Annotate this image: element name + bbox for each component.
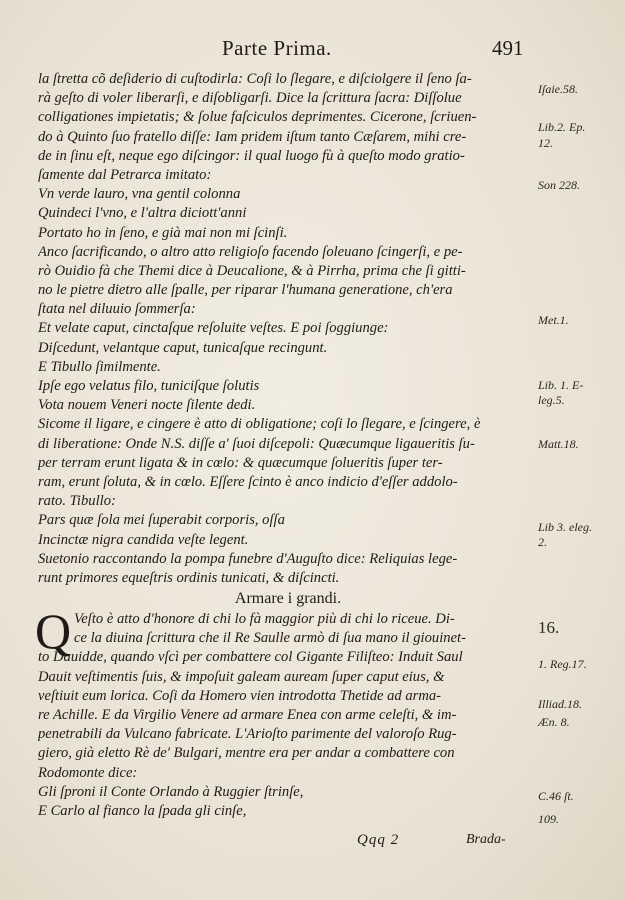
text-line: ce la diuina ſcrittura che il Re Saulle armò di ſua mano il giouinet-	[74, 630, 466, 647]
verse-line: Ipſe ego velatus filo, tuniciſque ſolutis	[38, 378, 260, 394]
margin-note: C.46 ſt.	[538, 789, 574, 803]
margin-note: Illiad.18.	[538, 697, 582, 711]
text-line: Rodomonte dice:	[38, 764, 138, 781]
verse-line: Diſcedunt, velantque caput, tunicaſque recingunt.	[38, 339, 328, 356]
verse-line: Et velate caput, cinctaſque reſoluite veſtes. E poi ſoggiunge:	[38, 320, 389, 337]
page-number: 491	[492, 36, 524, 60]
verse-line: Vn verde lauro, vna gentil colonna	[38, 186, 241, 203]
text-line: giero, già eletto Rè de' Bulgari, mentre era per andar a combattere con	[38, 745, 455, 762]
text-line: rato. Tibullo:	[38, 493, 116, 510]
margin-note: Lib.2. Ep.	[538, 120, 586, 134]
verse-line: Portato ho in ſeno, e già mai non mi ſcinſi.	[38, 224, 288, 241]
verse-line: E Carlo al fianco la ſpada gli cinſe,	[38, 802, 247, 819]
margin-note: Iſaie.58.	[538, 82, 578, 96]
text-line: la ſtretta cõ deſiderio di cuſtodirla: Coſi lo ſlegare, e diſciolgere il ſeno ſa-	[38, 71, 472, 87]
text-line: to Dauidde, quando vſcì per combattere col Gigante Filiſteo: Induit Saul	[38, 649, 463, 666]
text-line: E Tibullo ſimilmente.	[38, 358, 161, 375]
text-line: rà geſto di voler liberarſi, e diſobligarſi. Dice la ſcrittura ſacra: Diſſolue	[38, 90, 462, 107]
page-header	[0, 36, 625, 66]
text-line: veſtiuit eum lorica. Coſi da Homero vien introdotta Thetide ad arma-	[38, 687, 442, 704]
text-line: Dauit veſtimentis ſuis, & impoſuit galeam auream ſuper caput eius, &	[38, 668, 445, 685]
running-title: Parte Prima.	[222, 36, 332, 60]
text-line: Veſto è atto d'honore di chi lo fà maggior più di chi lo riceue. Di-	[74, 611, 455, 628]
section-heading: Armare i grandi.	[234, 590, 342, 608]
text-line: ram, erunt ſoluta, & in cœlo. Eſſere ſcinto è anco indicio d'eſſer addolo-	[38, 473, 458, 490]
text-line: do à Quinto ſuo fratello diſſe: Iam pridem iſtum tanto Cæſarem, mihi cre-	[38, 128, 467, 145]
margin-note: 1. Reg.17.	[538, 657, 587, 671]
text-line: ſamente dal Petrarca imitato:	[38, 166, 212, 183]
margin-note: 16.	[538, 618, 560, 637]
margin-note: Lib. 1. E-	[538, 378, 584, 392]
margin-note: 109.	[538, 812, 559, 826]
text-line: colligationes impietatis; & ſolue faſciculos deprimentes. Cicerone, ſcriuen-	[38, 109, 477, 126]
text-line: ſtata nel diluuio ſommerſa:	[38, 301, 196, 318]
main-text-block	[35, 70, 528, 821]
text-line: Sicome il ligare, e cingere è atto di obligatione; coſi lo ſlegare, e ſcingere, è	[38, 416, 481, 433]
margin-note: 2.	[538, 535, 547, 549]
verse-line: Vota nouem Veneri nocte ſilente dedi.	[38, 397, 256, 414]
verse-line: Pars quæ ſola mei ſuperabit corporis, oſſa	[38, 512, 285, 529]
margin-note: Lib 3. eleg.	[538, 520, 592, 534]
text-line: di liberatione: Onde N.S. diſſe a' ſuoi diſcepoli: Quæcumque ligaueritis ſu-	[38, 435, 475, 452]
text-line: penetrabili da Vulcano fabricate. L'Arioſto parimente del valoroſo Rug-	[38, 726, 457, 743]
margin-note: 12.	[538, 136, 553, 150]
margin-note: Met.1.	[538, 313, 569, 327]
verse-line: Quindeci l'vno, e l'altra diciott'anni	[38, 205, 247, 222]
margin-note: Æn. 8.	[538, 715, 570, 729]
signature-mark: Qqq 2	[357, 832, 400, 848]
text-line: re Achille. E da Virgilio Venere ad armare Enea con arme celeſti, & im-	[38, 707, 457, 723]
verse-line: Gli ſproni il Conte Orlando à Ruggier ſtrinſe,	[38, 783, 304, 800]
drop-cap: Q	[35, 603, 72, 660]
margin-note: Son 228.	[538, 178, 580, 192]
text-line: runt primores equeſtris ordinis tunicati, & diſcincti.	[38, 569, 340, 586]
text-line: Anco ſacrificando, o altro atto religioſo facendo ſoleuano ſcingerſi, e pe-	[38, 243, 463, 260]
text-line: rò Ouidio fà che Themi dice à Deucalione, & à Pirrha, prima che ſi gitti-	[38, 262, 466, 279]
section-paragraph	[35, 603, 528, 821]
verse-line: Incinctæ nigra candida veſte legent.	[38, 531, 249, 548]
text-line: per terram erunt ligata & in cœlo: & quæcumque ſolueritis ſuper ter-	[38, 454, 443, 471]
page-footer	[0, 832, 625, 856]
margin-note: Matt.18.	[538, 437, 579, 451]
text-line: no le pietre dietro alle ſpalle, per riparar l'humana generatione, ch'era	[38, 282, 453, 299]
catchword: Brada-	[466, 832, 506, 847]
text-line: de in ſinu eſt, neque ego diſcingor: il qual luogo fù à queſto modo gratio-	[38, 147, 465, 164]
text-line: Suetonio raccontando la pompa funebre d'Auguſto dice: Reliquias lege-	[38, 550, 458, 567]
margin-note: leg.5.	[538, 393, 565, 407]
